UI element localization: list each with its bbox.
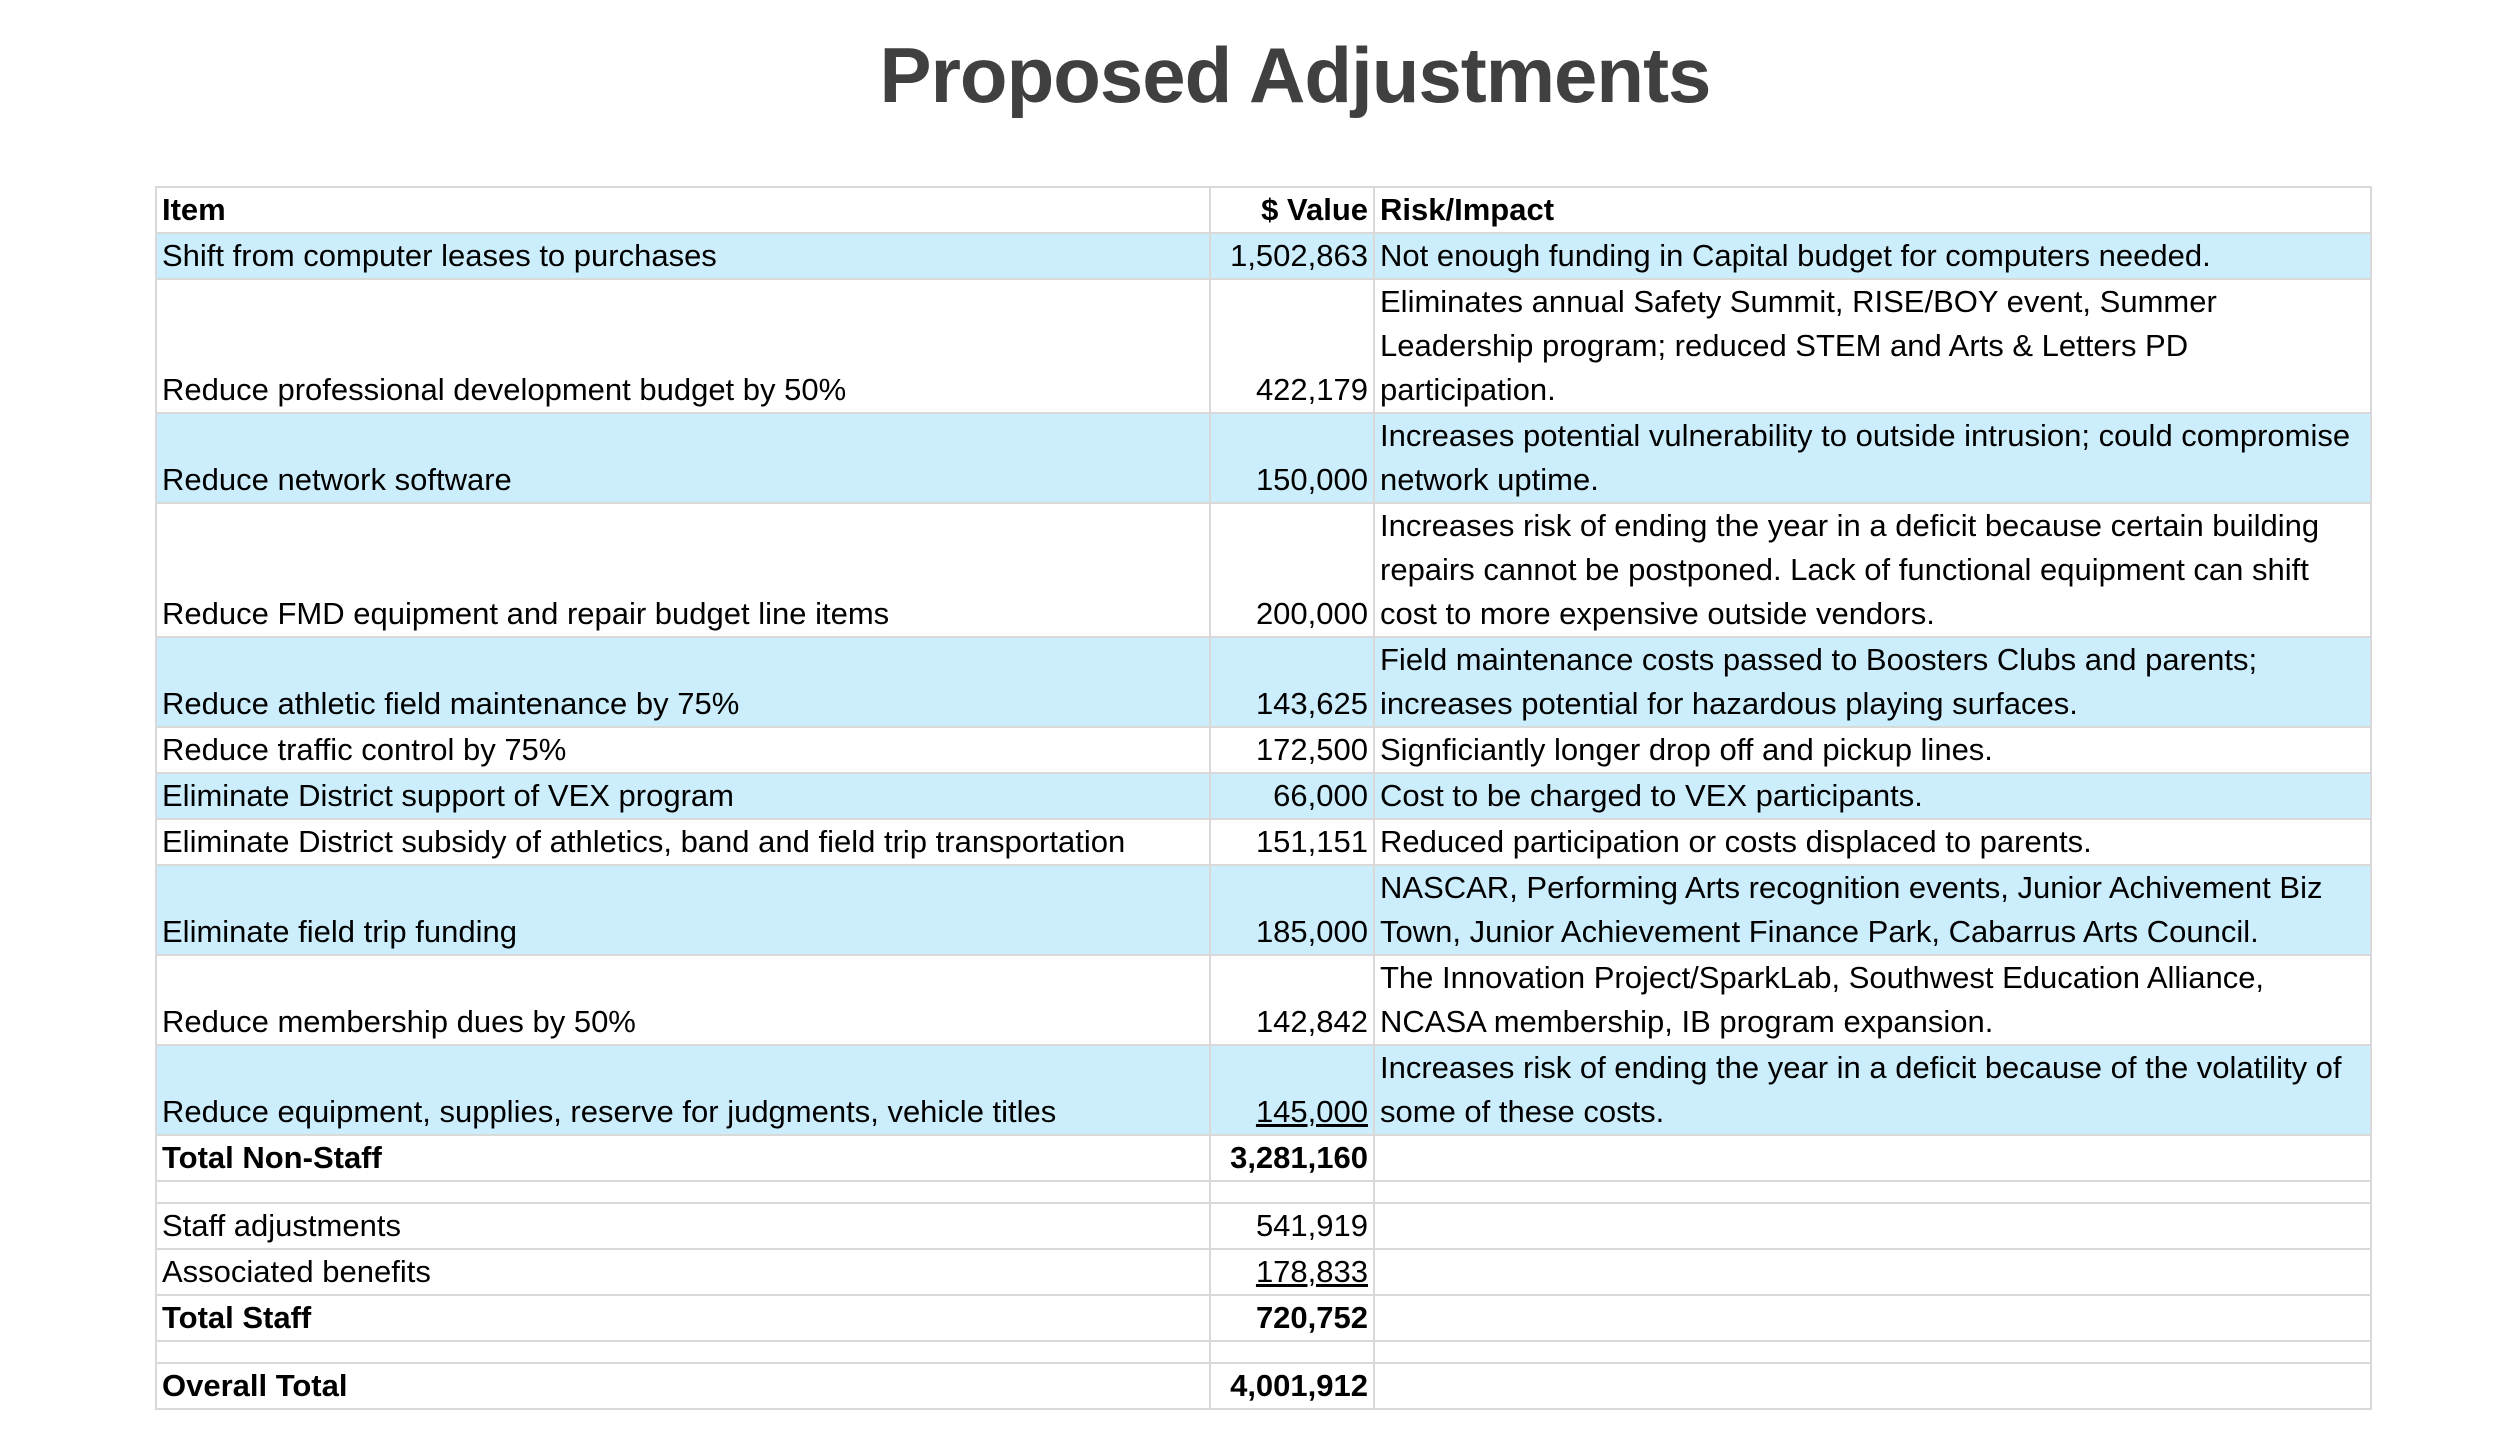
table-row	[156, 727, 2371, 773]
item-cell: Associated benefits	[156, 1249, 1210, 1295]
risk-cell: Reduced participation or costs displaced to parents.	[1374, 819, 2371, 865]
value-cell: 142,842	[1210, 955, 1374, 1045]
item-cell: Staff adjustments	[156, 1203, 1210, 1249]
value-cell: 151,151	[1210, 819, 1374, 865]
value-cell: 200,000	[1210, 503, 1374, 637]
header-risk: Risk/Impact	[1374, 187, 2371, 233]
value-cell: 185,000	[1210, 865, 1374, 955]
total-staff-row	[156, 1295, 2371, 1341]
table-row	[156, 503, 2371, 637]
empty-cell	[1374, 1203, 2371, 1249]
item-cell: Shift from computer leases to purchases	[156, 233, 1210, 279]
value-cell: 172,500	[1210, 727, 1374, 773]
header-item: Item	[156, 187, 1210, 233]
item-cell: Reduce network software	[156, 413, 1210, 503]
risk-cell: Cost to be charged to VEX participants.	[1374, 773, 2371, 819]
value-cell: 422,179	[1210, 279, 1374, 413]
risk-cell: Eliminates annual Safety Summit, RISE/BOY event, Summer Leadership program; reduced STEM and Arts & Letters PD participation.	[1374, 279, 2371, 413]
total-non-staff-label: Total Non-Staff	[156, 1135, 1210, 1181]
total-staff-value: 720,752	[1210, 1295, 1374, 1341]
table-row	[156, 637, 2371, 727]
table-row	[156, 955, 2371, 1045]
empty-cell	[1374, 1249, 2371, 1295]
overall-total-value: 4,001,912	[1210, 1363, 1374, 1409]
table-row	[156, 1249, 2371, 1295]
table-row	[156, 819, 2371, 865]
risk-cell: NASCAR, Performing Arts recognition events, Junior Achivement Biz Town, Junior Achievement Finance Park, Cabarrus Arts Council.	[1374, 865, 2371, 955]
table-row	[156, 1045, 2371, 1135]
spacer-row	[156, 1181, 2371, 1203]
item-cell: Reduce membership dues by 50%	[156, 955, 1210, 1045]
total-non-staff-value: 3,281,160	[1210, 1135, 1374, 1181]
value-cell: 178,833	[1255, 1254, 1368, 1289]
item-cell: Reduce FMD equipment and repair budget line items	[156, 503, 1210, 637]
table-row	[156, 1203, 2371, 1249]
value-cell: 66,000	[1210, 773, 1374, 819]
adjustments-table	[155, 186, 2372, 1410]
table-row	[156, 865, 2371, 955]
empty-cell	[1374, 1295, 2371, 1341]
table-header-row	[156, 187, 2371, 233]
item-cell: Eliminate District subsidy of athletics, band and field trip transportation	[156, 819, 1210, 865]
risk-cell: Increases potential vulnerability to outside intrusion; could compromise network uptime.	[1374, 413, 2371, 503]
table-row	[156, 233, 2371, 279]
value-cell: 145,000	[1255, 1094, 1368, 1129]
header-value: $ Value	[1210, 187, 1374, 233]
risk-cell: Field maintenance costs passed to Boosters Clubs and parents; increases potential for hazardous playing surfaces.	[1374, 637, 2371, 727]
total-non-staff-row	[156, 1135, 2371, 1181]
overall-total-label: Overall Total	[156, 1363, 1210, 1409]
item-cell: Reduce traffic control by 75%	[156, 727, 1210, 773]
risk-cell: The Innovation Project/SparkLab, Southwest Education Alliance, NCASA membership, IB program expansion.	[1374, 955, 2371, 1045]
empty-cell	[1374, 1363, 2371, 1409]
item-cell: Reduce professional development budget by 50%	[156, 279, 1210, 413]
item-cell: Reduce athletic field maintenance by 75%	[156, 637, 1210, 727]
total-staff-label: Total Staff	[156, 1295, 1210, 1341]
item-cell: Eliminate field trip funding	[156, 865, 1210, 955]
risk-cell: Increases risk of ending the year in a deficit because certain building repairs cannot be postponed. Lack of functional equipment can shift cost to more expensive outside vendors.	[1374, 503, 2371, 637]
risk-cell: Signficiantly longer drop off and pickup lines.	[1374, 727, 2371, 773]
empty-cell	[1374, 1135, 2371, 1181]
item-cell: Eliminate District support of VEX program	[156, 773, 1210, 819]
overall-total-row	[156, 1363, 2371, 1409]
value-cell: 150,000	[1210, 413, 1374, 503]
page-title: Proposed Adjustments	[879, 31, 1711, 119]
item-cell: Reduce equipment, supplies, reserve for judgments, vehicle titles	[156, 1045, 1210, 1135]
risk-cell: Increases risk of ending the year in a deficit because of the volatility of some of these costs.	[1374, 1045, 2371, 1135]
table-row	[156, 773, 2371, 819]
risk-cell: Not enough funding in Capital budget for computers needed.	[1374, 233, 2371, 279]
spacer-row	[156, 1341, 2371, 1363]
value-cell: 1,502,863	[1210, 233, 1374, 279]
table-row	[156, 413, 2371, 503]
table-row	[156, 279, 2371, 413]
value-cell: 541,919	[1210, 1203, 1374, 1249]
value-cell: 143,625	[1210, 637, 1374, 727]
